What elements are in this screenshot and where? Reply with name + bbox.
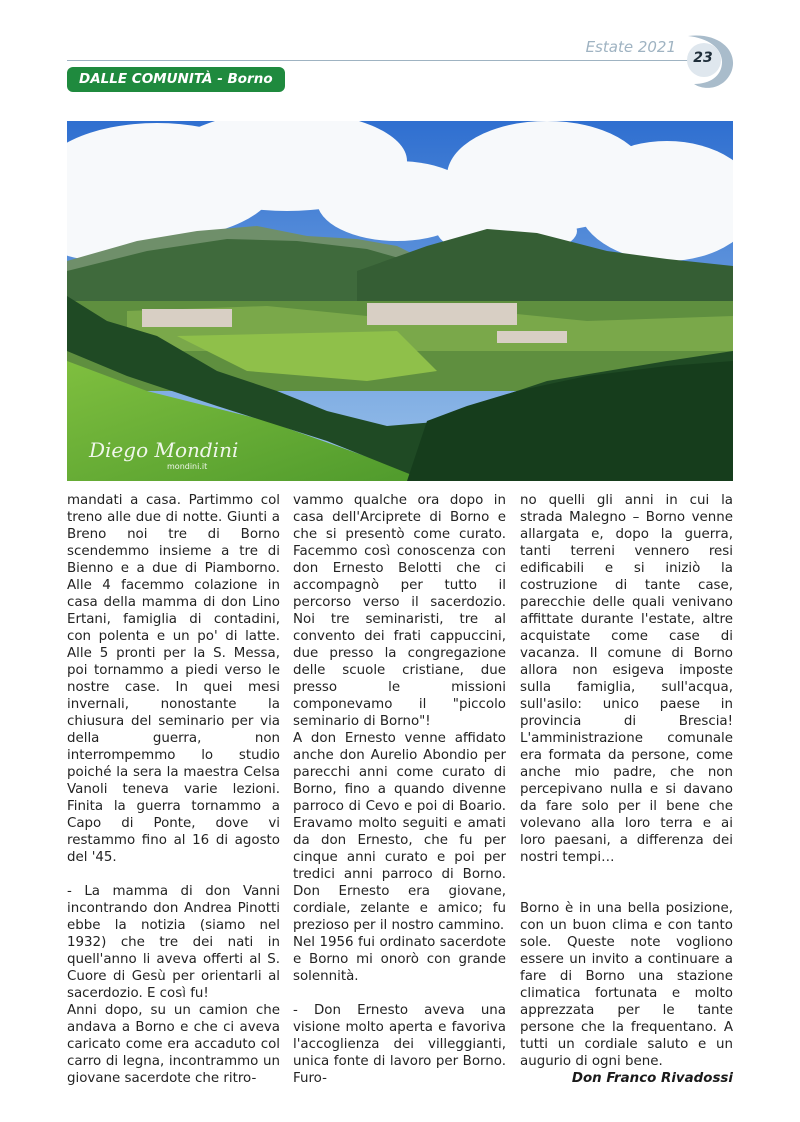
section-label: DALLE COMUNITÀ - Borno — [67, 67, 285, 92]
page-number: 23 — [693, 50, 713, 66]
paragraph: - Don Ernesto aveva una visione molto aperta e favoriva l'accoglienza dei villeggianti, unica fonte di lavoro per Borno. Furo- — [293, 1003, 506, 1086]
paragraph: mandati a casa. Partimmo col treno alle due di notte. Giunti a Breno noi tre di Borno scendemmo insieme a tre di Bienno e a due di Piamborno. Alle 4 facemmo colazione in casa della mamma di don Lino Ertani, famiglia di contadini, con polenta e un po' di latte. Alle 5 pronti per la S. Messa, poi tornammo a piedi verso le nostre case. In quei mesi invernali, nonostante la chiusura del seminario per via della guerra, non interrompemmo lo studio poiché la sera la maestra Celsa Vanoli teneva varie lezioni. Finita la guerra tornammo a Capo di Ponte, dove vi restammo fino al 16 di agosto del '45. — [67, 493, 280, 865]
paragraph: A don Ernesto venne affidato anche don Aurelio Abondio per parecchi anni come curato di Borno, fino a quando divenne parroco di Cevo e poi di Boario. Eravamo molto seguiti e amati da don Ernesto, che fu per cinque anni curato e poi per tredici anni parroco di Borno. Don Ernesto era giovane, cordiale, zelante e amico; fu prezioso per il nostro cammino. — [293, 731, 506, 933]
photo-credit-site: mondini.it — [167, 462, 208, 471]
paragraph: Anni dopo, su un camion che andava a Borno e che ci aveva caricato come era accaduto col carro di legna, incontrammo un giovane sacerdote che ritro- — [67, 1003, 280, 1086]
header-rule — [67, 60, 689, 61]
author-signature: Don Franco Rivadossi — [571, 1071, 733, 1086]
article-column-3 — [520, 492, 733, 1087]
issue-label: Estate 2021 — [585, 38, 676, 56]
paragraph: - La mamma di don Vanni incontrando don Andrea Pinotti ebbe la notizia (siamo nel 1932) che tre dei nati in quell'anno li aveva offerti al S. Cuore di Gesù per orientarli al sacerdozio. E così fu! — [67, 884, 280, 1001]
article-column-2 — [293, 492, 506, 1087]
article-column-1 — [67, 492, 280, 1087]
paragraph: vammo qualche ora dopo in casa dell'Arciprete di Borno e che si presentò come curato. Facemmo così conoscenza con don Ernesto Belotti che ci accompagnò per tutto il percorso verso il sacerdozio. Noi tre seminaristi, tre al convento dei frati cappuccini, due presso la congregazione delle scuole cristiane, due presso le missioni componevamo il "piccolo seminario di Borno"! — [293, 493, 506, 729]
paragraph: no quelli gli anni in cui la strada Malegno – Borno venne allargata e, dopo la guerra, tanti terreni vennero resi edificabili e si iniziò la costruzione di tante case, parecchie delle quali venivano affittate durante l'estate, altre acquistate come case di vacanza. Il comune di Borno allora non esigeva imposte sulla famiglia, sull'acqua, sull'asilo: unico paese in provincia di Brescia! L'amministrazione comunale era formata da persone, come anche mio padre, che non percepivano nulla e si davano da fare solo per il bene che volevano alla loro terra e ai loro paesani, a differenza dei nostri tempi… — [520, 493, 733, 865]
landscape-photo — [67, 121, 733, 481]
paragraph: Nel 1956 fui ordinato sacerdote e Borno mi onorò con grande solennità. — [293, 935, 506, 984]
photo-credit: Diego Mondini — [89, 438, 239, 462]
paragraph: Borno è in una bella posizione, con un buon clima e con tanto sole. Queste note vogliono essere un invito a continuare a fare di Borno una stazione climatica fortunata e molto apprezzata per le tante persone che la frequentano. A tutti un cordiale saluto e un augurio di ogni bene. — [520, 901, 733, 1069]
